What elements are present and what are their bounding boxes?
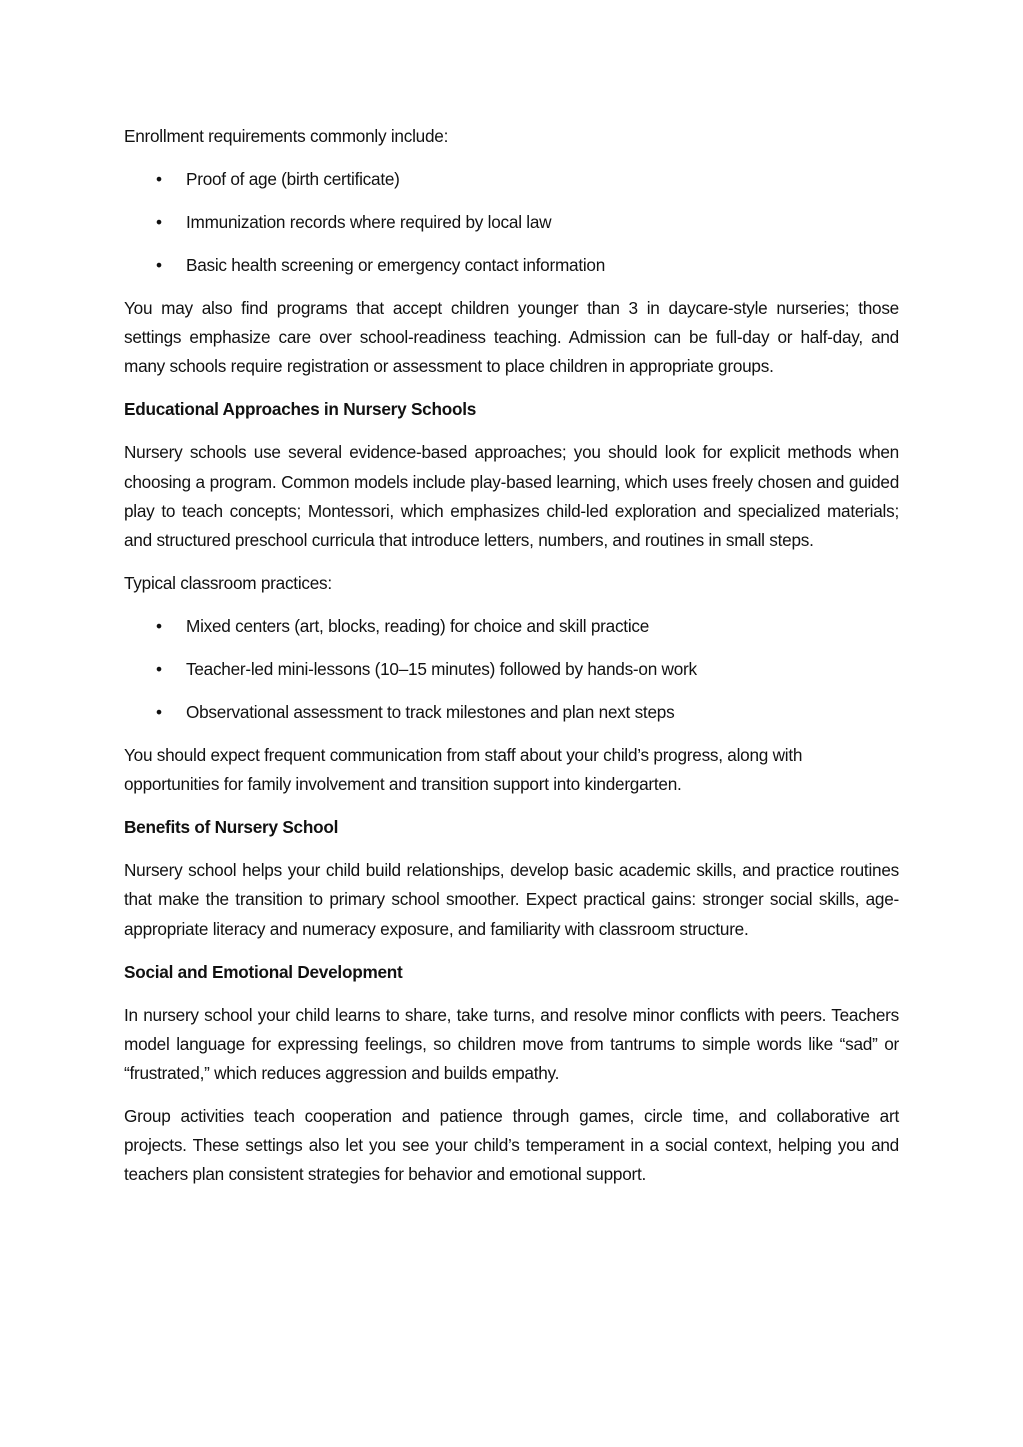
list-item-text: Mixed centers (art, blocks, reading) for choice and skill practice <box>186 616 650 637</box>
bullet-icon: • <box>156 255 162 275</box>
list-item-text: Observational assessment to track milestones and plan next steps <box>186 702 675 723</box>
classroom-practices-list <box>124 612 899 727</box>
benefits-heading: Benefits of Nursery School <box>124 817 339 838</box>
list-item <box>124 698 899 727</box>
list-item <box>124 251 899 280</box>
social-emotional-heading: Social and Emotional Development <box>124 961 403 982</box>
list-item-text: Immunization records where required by local law <box>186 212 552 232</box>
list-item-text: Basic health screening or emergency contact information <box>186 255 606 275</box>
social-emotional-paragraph-2: Group activities teach cooperation and patience through games, circle time, and collaborative art projects. These settings also let you see your child’s temperament in a social context, helping you and teachers plan consistent strategies for behavior and emotional support. <box>124 1106 899 1185</box>
list-item-text: Teacher-led mini-lessons (10–15 minutes) followed by hands-on work <box>186 659 697 680</box>
bullet-icon: • <box>156 212 162 232</box>
educational-approaches-heading: Educational Approaches in Nursery Schools <box>124 399 477 420</box>
list-item-text: Proof of age (birth certificate) <box>186 169 400 189</box>
enrollment-paragraph: You may also find programs that accept children younger than 3 in daycare-style nurseries; those settings emphasize care over school-readiness teaching. Admission can be full-day or half-day, and many schools require registration or assessment to place children in appropriate groups. <box>124 298 899 377</box>
list-item <box>124 612 899 641</box>
enrollment-list <box>124 165 899 280</box>
bullet-icon: • <box>156 169 162 189</box>
classroom-practices-intro: Typical classroom practices: <box>124 573 332 594</box>
list-item <box>124 208 899 237</box>
bullet-icon: • <box>156 659 162 680</box>
communication-paragraph: You should expect frequent communication from staff about your child’s progress, along with opportunities for family involvement and transition support into kindergarten. <box>124 745 803 795</box>
benefits-paragraph: Nursery school helps your child build relationships, develop basic academic skills, and practice routines that make the transition to primary school smoother. Expect practical gains: stronger social skills, age-appropriate literacy and numeracy exposure, and familiarity with classroom structure. <box>124 860 899 939</box>
bullet-icon: • <box>156 616 162 637</box>
bullet-icon: • <box>156 702 162 723</box>
document-page <box>124 122 899 1203</box>
list-item <box>124 165 899 194</box>
list-item <box>124 655 899 684</box>
enrollment-intro: Enrollment requirements commonly include: <box>124 126 449 146</box>
educational-approaches-paragraph: Nursery schools use several evidence-based approaches; you should look for explicit methods when choosing a program. Common models include play-based learning, which uses freely chosen and guided play to teach concepts; Montessori, which emphasizes child-led exploration and specialized materials; and structured preschool curricula that introduce letters, numbers, and routines in small steps. <box>124 442 899 551</box>
social-emotional-paragraph-1: In nursery school your child learns to share, take turns, and resolve minor conflicts with peers. Teachers model language for expressing feelings, so children move from tantrums to simple words like “sad” or “frustrated,” which reduces aggression and builds empathy. <box>124 1004 899 1084</box>
